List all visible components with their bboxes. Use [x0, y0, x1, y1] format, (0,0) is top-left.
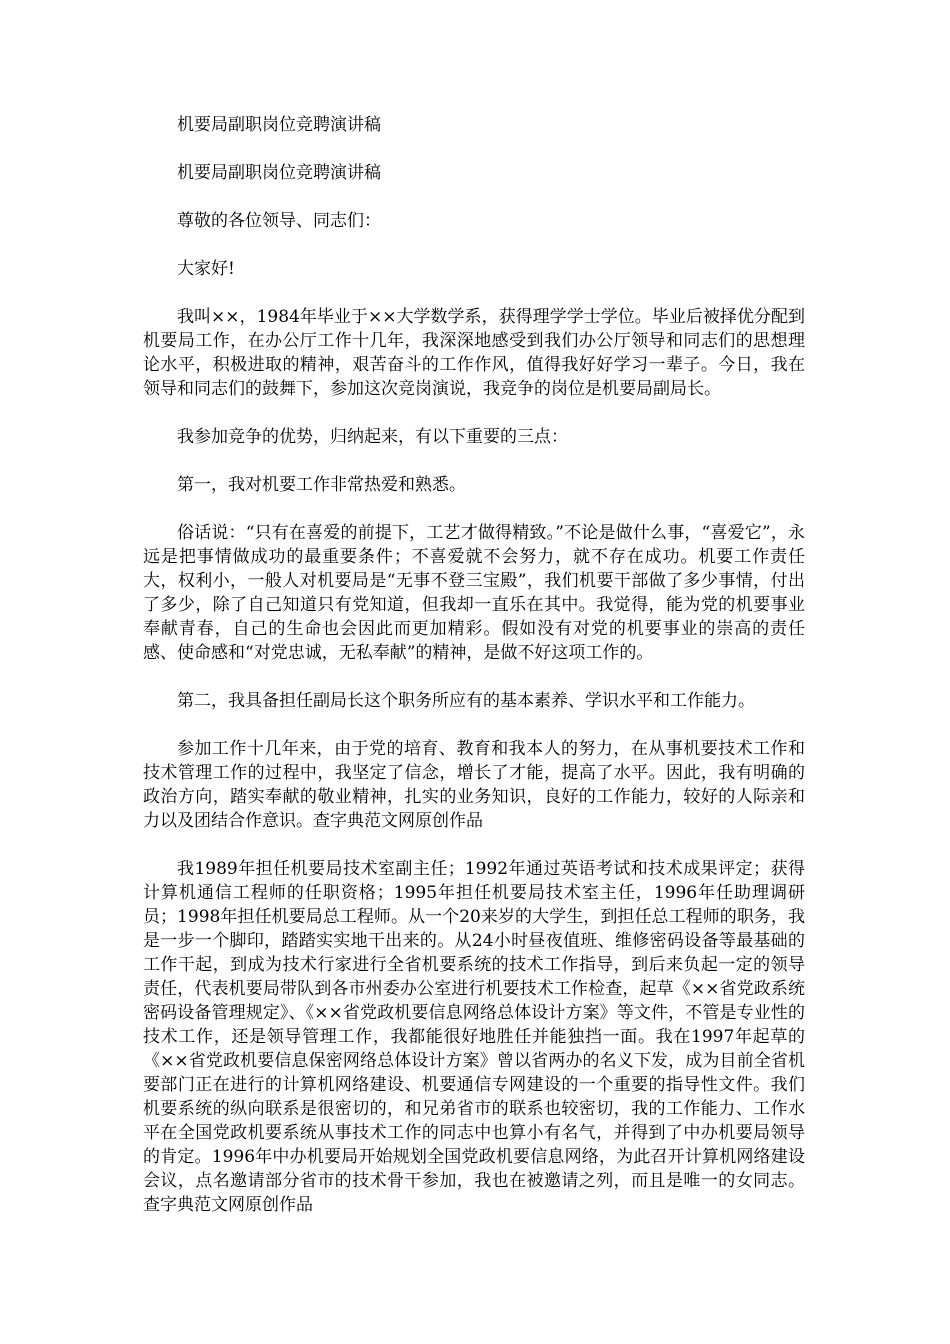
document-body — [143, 113, 805, 1241]
paragraph-point-two-detail: 参加工作十几年来，由于党的培育、教育和我本人的努力，在从事机要技术工作和技术管理工作的过程中，我坚定了信念，增长了才能，提高了水平。因此，我有明确的政治方向，踏实奉献的敬业精神，扎实的业务知识，良好的工作能力，较好的人际亲和力以及团结合作意识。查字典范文网原创作品 — [143, 739, 805, 831]
document-subtitle: 机要局副职岗位竞聘演讲稿 — [177, 163, 381, 183]
greeting: 大家好! — [177, 259, 235, 279]
paragraph-advantages: 我参加竞争的优势，归纳起来，有以下重要的三点： — [177, 427, 568, 447]
paragraph-point-one-detail: 俗话说：“只有在喜爱的前提下，工艺才做得精致。”不论是做什么事，“喜爱它”，永远是把事情做成功的最重要条件；不喜爱就不会努力，就不存在成功。机要工作责任大，权利小，一般人对机要局是“无事不登三宝殿”，我们机要干部做了多少事情，付出了多少，除了自己知道只有党知道，但我却一直乐在其中。我觉得，能为党的机要事业奉献青春，自己的生命也会因此而更加精彩。假如没有对党的机要事业的崇高的责任感、使命感和“对党忠诚，无私奉献”的精神，是做不好这项工作的。 — [143, 523, 805, 663]
document-title: 机要局副职岗位竞聘演讲稿 — [177, 115, 381, 135]
salutation: 尊敬的各位领导、同志们： — [177, 211, 381, 231]
paragraph-point-one: 第一，我对机要工作非常热爱和熟悉。 — [177, 475, 466, 495]
paragraph-introduction: 我叫××，1984年毕业于××大学数学系，获得理学学士学位。毕业后被择优分配到机要局工作，在办公厅工作十几年，我深深地感受到我们办公厅领导和同志们的思想理论水平，积极进取的精神，艰苦奋斗的工作作风，值得我好好学习一辈子。今日，我在领导和同志们的鼓舞下，参加这次竞岗演说，我竞争的岗位是机要局副局长。 — [143, 307, 805, 399]
paragraph-point-two: 第二，我具备担任副局长这个职务所应有的基本素养、学识水平和工作能力。 — [177, 691, 755, 711]
paragraph-career-history: 我1989年担任机要局技术室副主任；1992年通过英语考试和技术成果评定；获得计算机通信工程师的任职资格；1995年担任机要局技术室主任，1996年任助理调研员；1998年担任机要局总工程师。从一个20来岁的大学生，到担任总工程师的职务，我是一步一个脚印，踏踏实实地干出来的。从24小时昼夜值班、维修密码设备等最基础的工作干起，到成为技术行家进行全省机要系统的技术工作指导，到后来负起一定的领导责任，代表机要局带队到各市州委办公室进行机要技术工作检查，起草《××省党政系统密码设备管理规定》、《××省党政机要信息网络总体设计方案》等文件，不管是专业性的技术工作，还是领导管理工作，我都能很好地胜任并能独挡一面。我在1997年起草的《××省党政机要信息保密网络总体设计方案》曾以省两办的名义下发，成为目前全省机要部门正在进行的计算机网络建设、机要通信专网建设的一个重要的指导性文件。我们机要系统的纵向联系是很密切的，和兄弟省市的联系也较密切，我的工作能力、工作水平在全国党政机要系统从事技术工作的同志中也算小有名气，并得到了中办机要局领导的肯定。1996年中办机要局开始规划全国党政机要信息网络，为此召开计算机网络建设会议，点名邀请部分省市的技术骨干参加，我也在被邀请之列，而且是唯一的女同志。查字典范文网原创作品 — [143, 859, 805, 1215]
